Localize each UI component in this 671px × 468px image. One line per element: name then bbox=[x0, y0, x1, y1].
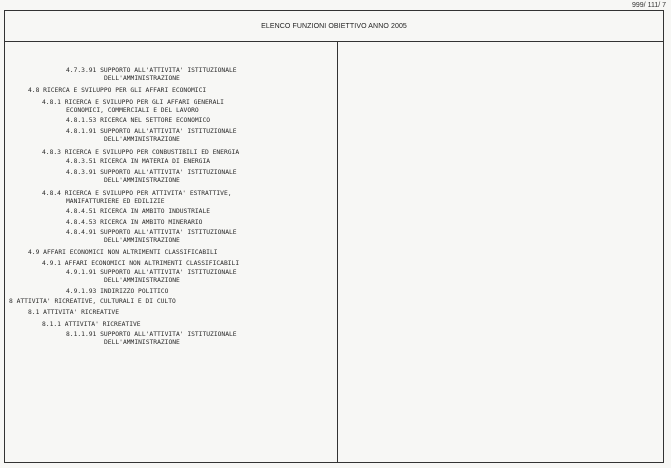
list-item: 4.8.1.53 RICERCA NEL SETTORE ECONOMICO bbox=[66, 117, 211, 124]
right-column bbox=[338, 42, 663, 462]
list-item: 4.9.1.91 SUPPORTO ALL'ATTIVITA' ISTITUZIONALE bbox=[66, 269, 237, 276]
list-item: 4.7.3.91 SUPPORTO ALL'ATTIVITA' ISTITUZIONALE bbox=[66, 67, 237, 74]
list-item: DELL'AMMINISTRAZIONE bbox=[104, 237, 180, 244]
left-column bbox=[5, 42, 337, 462]
list-item: DELL'AMMINISTRAZIONE bbox=[104, 339, 180, 346]
list-item: 8.1.1 ATTIVITA' RICREATIVE bbox=[42, 321, 141, 328]
list-item: 4.8.4 RICERCA E SVILUPPO PER ATTIVITA' ESTRATTIVE, bbox=[42, 190, 232, 197]
header-title: ELENCO FUNZIONI OBIETTIVO ANNO 2005 bbox=[5, 11, 663, 42]
list-item: DELL'AMMINISTRAZIONE bbox=[104, 177, 180, 184]
list-item: DELL'AMMINISTRAZIONE bbox=[104, 277, 180, 284]
list-item: 4.8.3.91 SUPPORTO ALL'ATTIVITA' ISTITUZIONALE bbox=[66, 169, 237, 176]
list-item: ECONOMICI, COMMERCIALI E DEL LAVORO bbox=[66, 107, 199, 114]
list-item: 4.8.3 RICERCA E SVILUPPO PER CONBUSTIBILI ED ENERGIA bbox=[42, 149, 240, 156]
list-item: 4.9 AFFARI ECONOMICI NON ALTRIMENTI CLASSIFICABILI bbox=[28, 249, 218, 256]
list-item: 8.1 ATTIVITA' RICREATIVE bbox=[28, 309, 119, 316]
list-item: 4.8.4.51 RICERCA IN AMBITO INDUSTRIALE bbox=[66, 208, 211, 215]
list-item: 4.8.1 RICERCA E SVILUPPO PER GLI AFFARI GENERALI bbox=[42, 99, 224, 106]
list-item: 4.9.1.93 INDIRIZZO POLITICO bbox=[66, 288, 169, 295]
list-item: 4.8 RICERCA E SVILUPPO PER GLI AFFARI ECONOMICI bbox=[28, 87, 207, 94]
page-number: 999/ 111/ 7 bbox=[632, 2, 666, 9]
list-item: 8 ATTIVITA' RICREATIVE, CULTURALI E DI CULTO bbox=[9, 298, 176, 305]
list-item: DELL'AMMINISTRAZIONE bbox=[104, 136, 180, 143]
list-item: DELL'AMMINISTRAZIONE bbox=[104, 75, 180, 82]
list-item: 4.8.1.91 SUPPORTO ALL'ATTIVITA' ISTITUZIONALE bbox=[66, 128, 237, 135]
list-item: 4.9.1 AFFARI ECONOMICI NON ALTRIMENTI CLASSIFICABILI bbox=[42, 260, 240, 267]
list-item: 8.1.1.91 SUPPORTO ALL'ATTIVITA' ISTITUZIONALE bbox=[66, 331, 237, 338]
list-item: 4.8.3.51 RICERCA IN MATERIA DI ENERGIA bbox=[66, 158, 211, 165]
list-item: 4.8.4.91 SUPPORTO ALL'ATTIVITA' ISTITUZIONALE bbox=[66, 229, 237, 236]
document-frame bbox=[4, 10, 664, 463]
list-item: MANIFATTURIERE ED EDILIZIE bbox=[66, 198, 165, 205]
list-item: 4.8.4.53 RICERCA IN AMBITO MINERARIO bbox=[66, 219, 203, 226]
